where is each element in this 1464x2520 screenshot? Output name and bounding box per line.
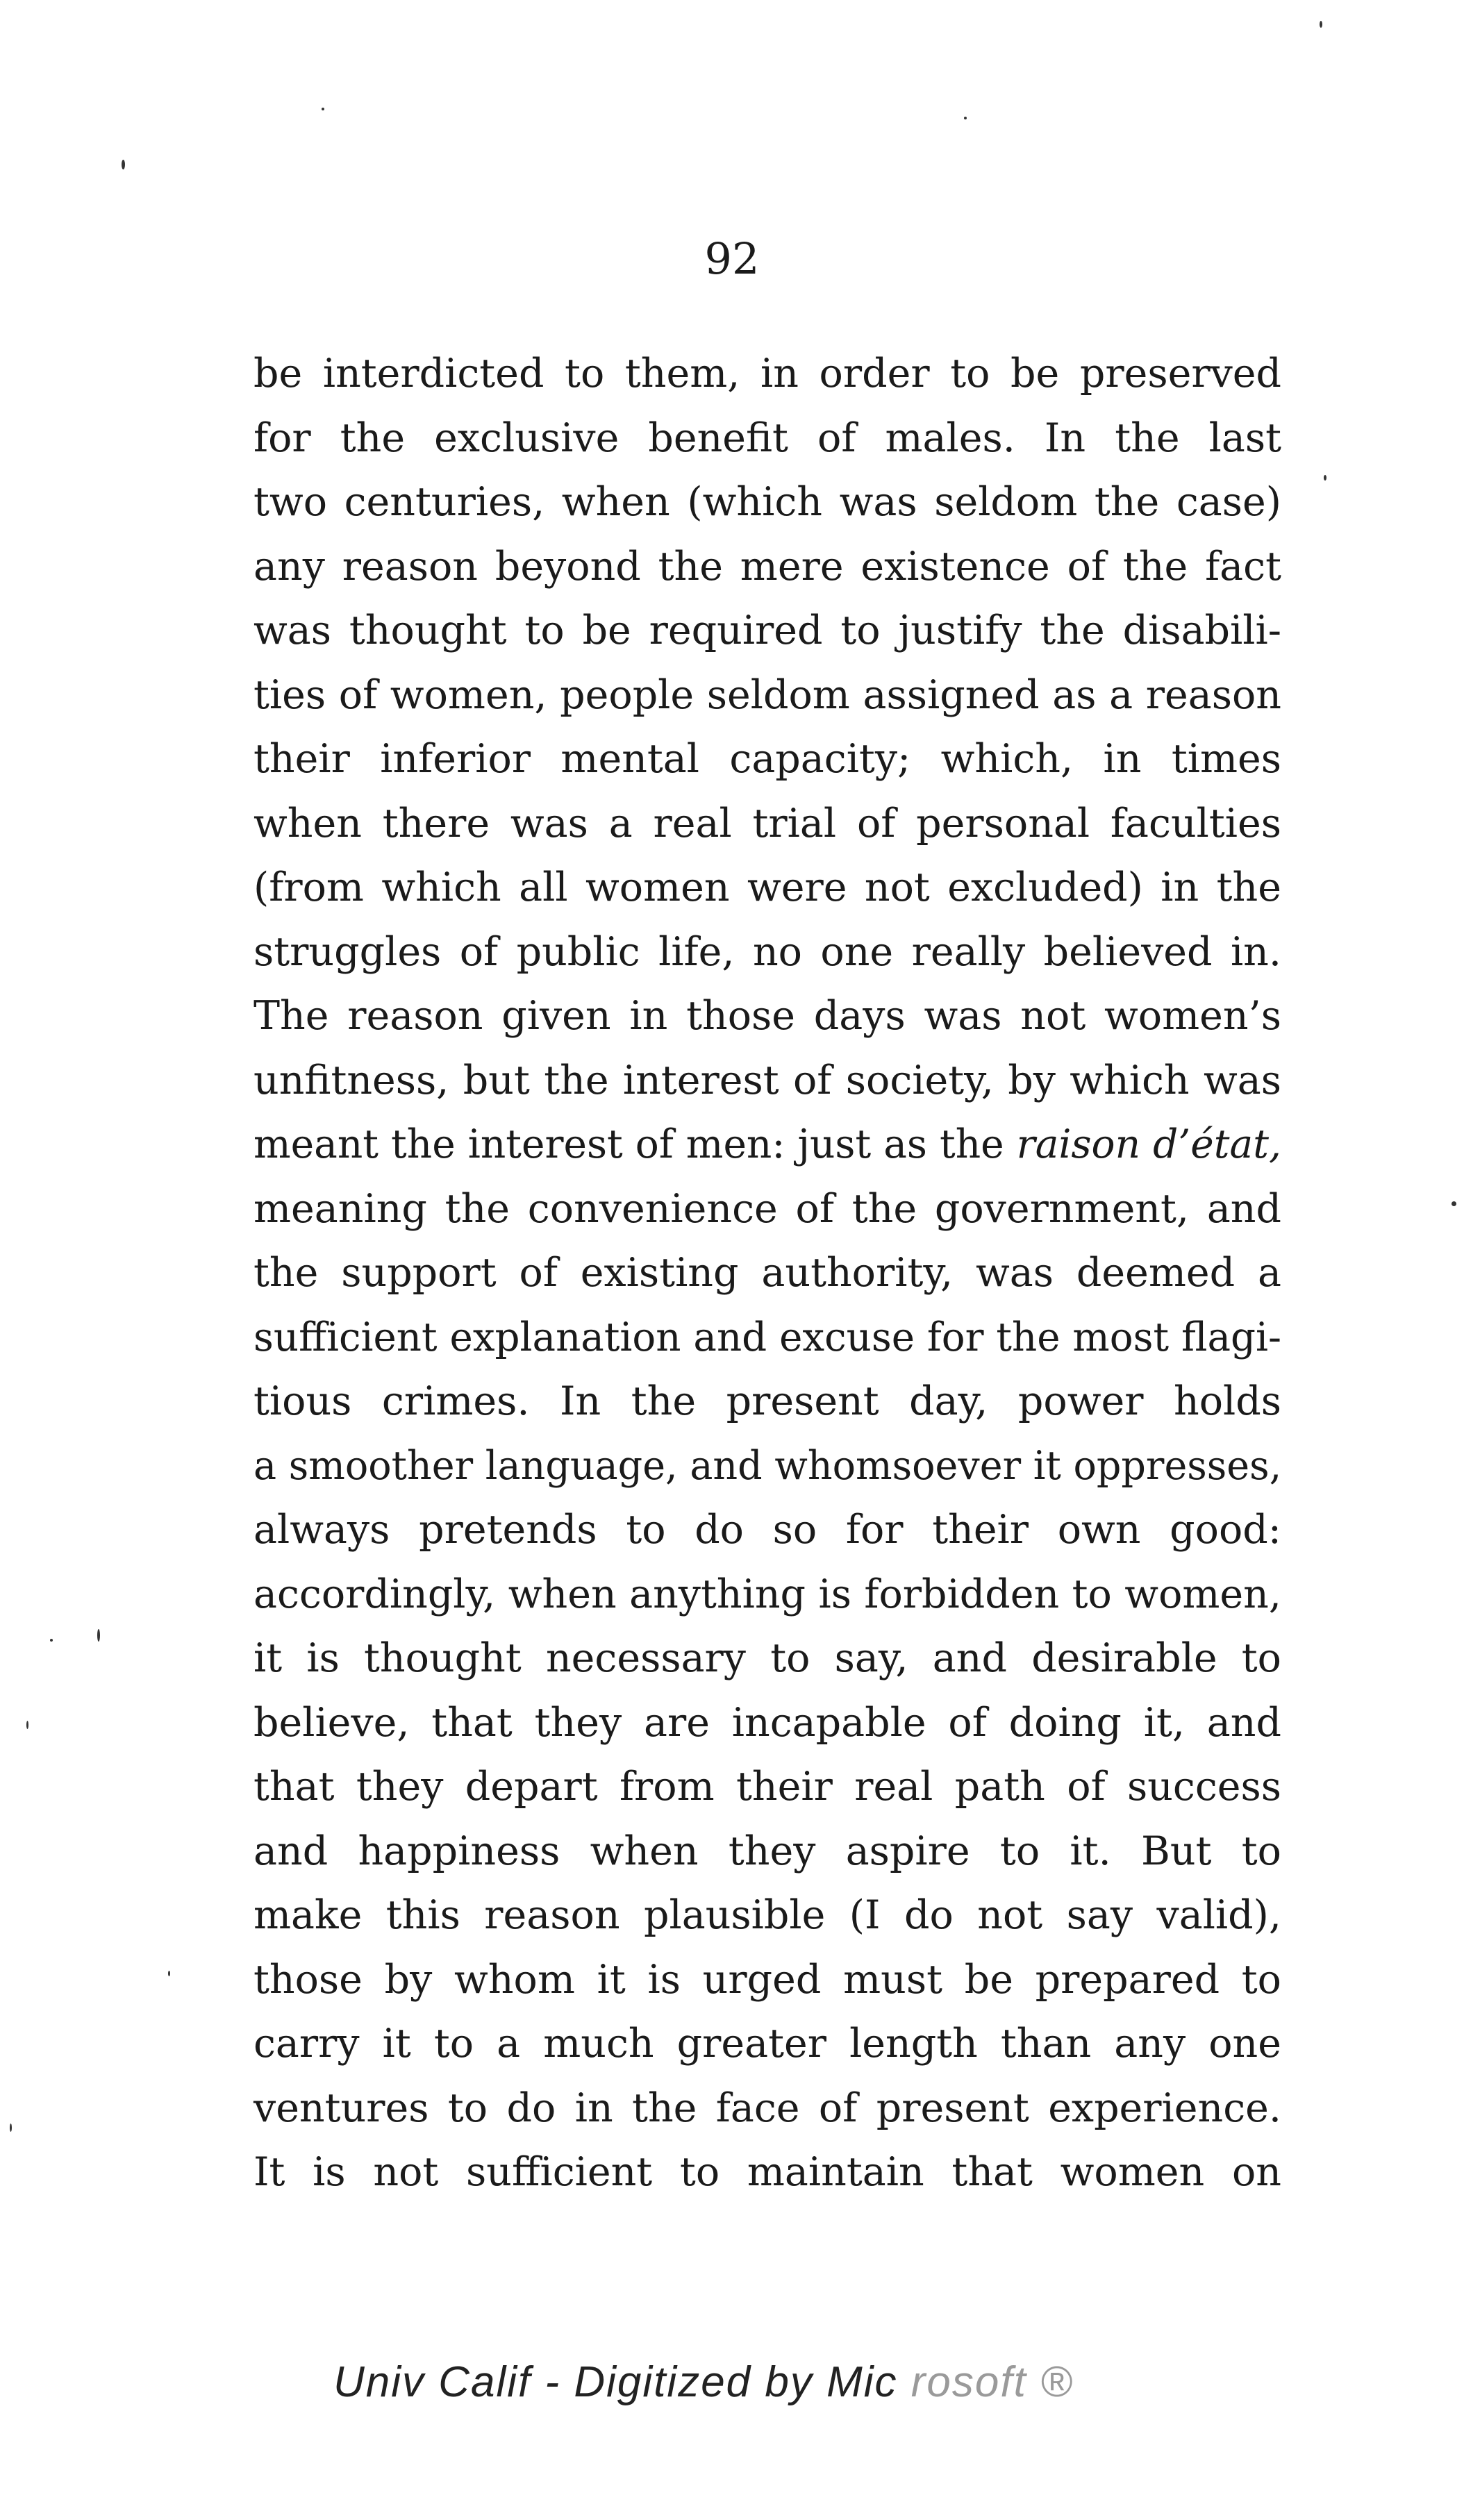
text-line: and happiness when they aspire to it. But to <box>253 1828 1281 1874</box>
scan-speck <box>26 1721 28 1729</box>
scan-speck <box>322 108 324 110</box>
scan-speck <box>122 160 125 169</box>
watermark-text: Univ Calif - Digitized by Mic <box>333 2358 898 2406</box>
watermark-faded-text: rosoft ® <box>910 2358 1074 2406</box>
text-line: The reason given in those days was not women’s <box>253 993 1281 1039</box>
text-line: when there was a real trial of personal faculties <box>253 800 1281 846</box>
body-text <box>253 342 1281 2205</box>
scan-speck <box>10 2123 12 2132</box>
text-line: make this reason plausible (I do not say valid), <box>253 1892 1281 1938</box>
text-line: those by whom it is urged must be prepared to <box>253 1956 1281 2003</box>
text-line: always pretends to do so for their own good: <box>253 1507 1281 1553</box>
page-number: 92 <box>704 233 760 284</box>
text-line: was thought to be required to justify the disabili- <box>253 608 1281 653</box>
text-line: believe, that they are incapable of doing it, and <box>253 1699 1281 1746</box>
text-line: meaning the convenience of the government, and <box>253 1185 1281 1232</box>
text-line: for the exclusive benefit of males. In the last <box>253 415 1281 461</box>
text-line: the support of existing authority, was deemed a <box>253 1250 1281 1296</box>
scan-speck <box>168 1971 170 1976</box>
text-line: be interdicted to them, in order to be preserved <box>253 351 1281 397</box>
text-segment: meant the interest of men: just as the <box>253 1121 1017 1167</box>
scan-speck <box>1320 21 1322 28</box>
scan-speck <box>1324 475 1326 481</box>
scan-speck <box>964 117 967 119</box>
text-line: it is thought necessary to say, and desirable to <box>253 1635 1281 1681</box>
text-line: (from which all women were not excluded) in the <box>253 865 1281 910</box>
scan-speck <box>1451 1201 1456 1206</box>
text-line: accordingly, when anything is forbidden to women, <box>253 1571 1281 1617</box>
text-line: their inferior mental capacity; which, in times <box>253 736 1281 782</box>
text-line: struggles of public life, no one really believed in. <box>253 928 1281 975</box>
italic-phrase: raison d’état, <box>1016 1121 1281 1167</box>
text-line: that they depart from their real path of success <box>253 1764 1281 1810</box>
text-line: sufficient explanation and excuse for the most flagi- <box>253 1314 1282 1360</box>
text-line: tious crimes. In the present day, power holds <box>253 1378 1281 1424</box>
text-line: two centuries, when (which was seldom the case) <box>253 479 1281 525</box>
digitization-watermark <box>333 2358 1074 2407</box>
text-line: a smoother language, and whomsoever it oppresses, <box>253 1442 1282 1489</box>
text-line: carry it to a much greater length than any one <box>253 2021 1281 2067</box>
text-line: any reason beyond the mere existence of the fact <box>253 543 1281 590</box>
scan-speck <box>50 1639 53 1642</box>
text-line: unfitness, but the interest of society, by which was <box>253 1057 1281 1103</box>
text-line: It is not sufficient to maintain that women on <box>253 2149 1281 2195</box>
text-line: ties of women, people seldom assigned as a reason <box>253 671 1281 718</box>
scan-speck <box>97 1629 100 1642</box>
text-line-with-italic <box>253 1112 1281 1177</box>
text-line: ventures to do in the face of present experience. <box>253 2085 1281 2131</box>
